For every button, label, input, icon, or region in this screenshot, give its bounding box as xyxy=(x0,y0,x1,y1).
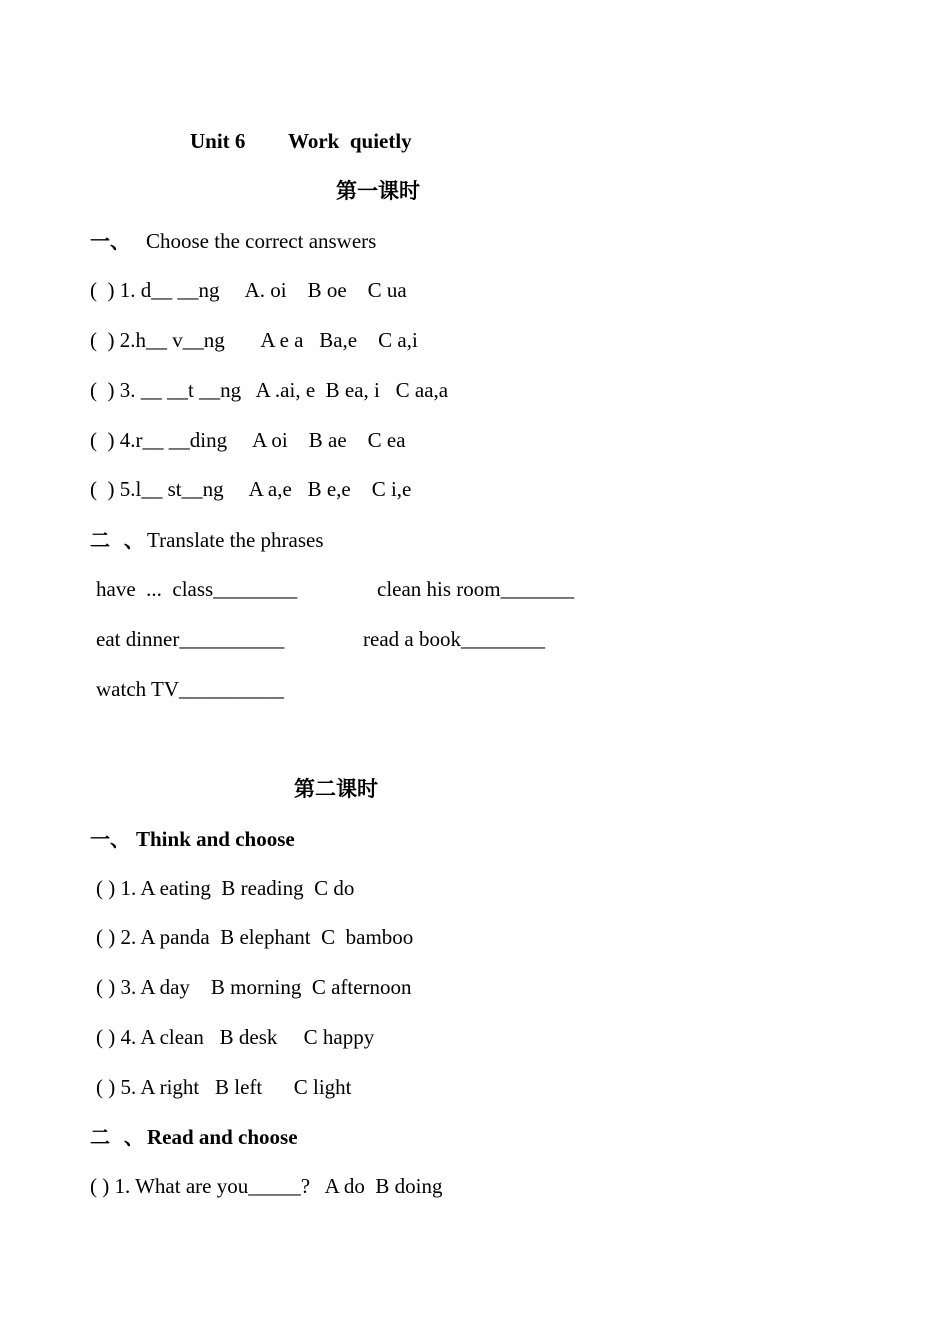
lesson2-part1-item: ( ) 3. A day B morning C afternoon xyxy=(96,975,412,999)
lesson2-part2-item: ( ) 1. What are you_____? A do B doing xyxy=(90,1174,443,1198)
lesson1-part2-instruction: Translate the phrases xyxy=(147,528,324,552)
lesson1-part1-item: ( ) 1. d__ __ng A. oi B oe C ua xyxy=(90,278,407,302)
lesson1-part1-item: ( ) 4.r__ __ding A oi B ae C ea xyxy=(90,428,406,452)
lesson1-part1-item: ( ) 3. __ __t __ng A .ai, e B ea, i C aa,a xyxy=(90,378,449,402)
phrase-blank: clean his room_______ xyxy=(377,577,575,601)
lesson2-part1-marker: 一、 xyxy=(90,827,130,851)
lesson1-part1-marker: 一、 xyxy=(90,229,130,253)
phrase-blank: watch TV__________ xyxy=(96,677,285,701)
lesson1-part1-instruction: Choose the correct answers xyxy=(146,229,377,253)
unit-number: Unit 6 xyxy=(190,129,246,153)
unit-title: Work quietly xyxy=(288,129,412,153)
lesson2-part1-instruction: Think and choose xyxy=(136,827,295,851)
lesson2-part1-item: ( ) 5. A right B left C light xyxy=(96,1075,352,1099)
lesson2-part1-item: ( ) 2. A panda B elephant C bamboo xyxy=(96,925,414,949)
phrase-blank: have ... class________ xyxy=(96,577,298,601)
lesson2-part1-item: ( ) 1. A eating B reading C do xyxy=(96,876,355,900)
lesson2-part1-item: ( ) 4. A clean B desk C happy xyxy=(96,1025,375,1049)
lesson1-heading: 第一课时 xyxy=(336,179,420,203)
lesson1-part2-marker: 二 、 xyxy=(90,528,144,552)
phrase-blank: read a book________ xyxy=(363,627,545,651)
lesson1-part1-item: ( ) 5.l__ st__ng A a,e B e,e C i,e xyxy=(90,477,412,501)
lesson1-part1-item: ( ) 2.h__ v__ng A e a Ba,e C a,i xyxy=(90,328,418,352)
lesson2-heading: 第二课时 xyxy=(294,777,378,801)
lesson2-part2-instruction: Read and choose xyxy=(147,1125,298,1149)
phrase-blank: eat dinner__________ xyxy=(96,627,285,651)
lesson2-part2-marker: 二 、 xyxy=(90,1125,144,1149)
